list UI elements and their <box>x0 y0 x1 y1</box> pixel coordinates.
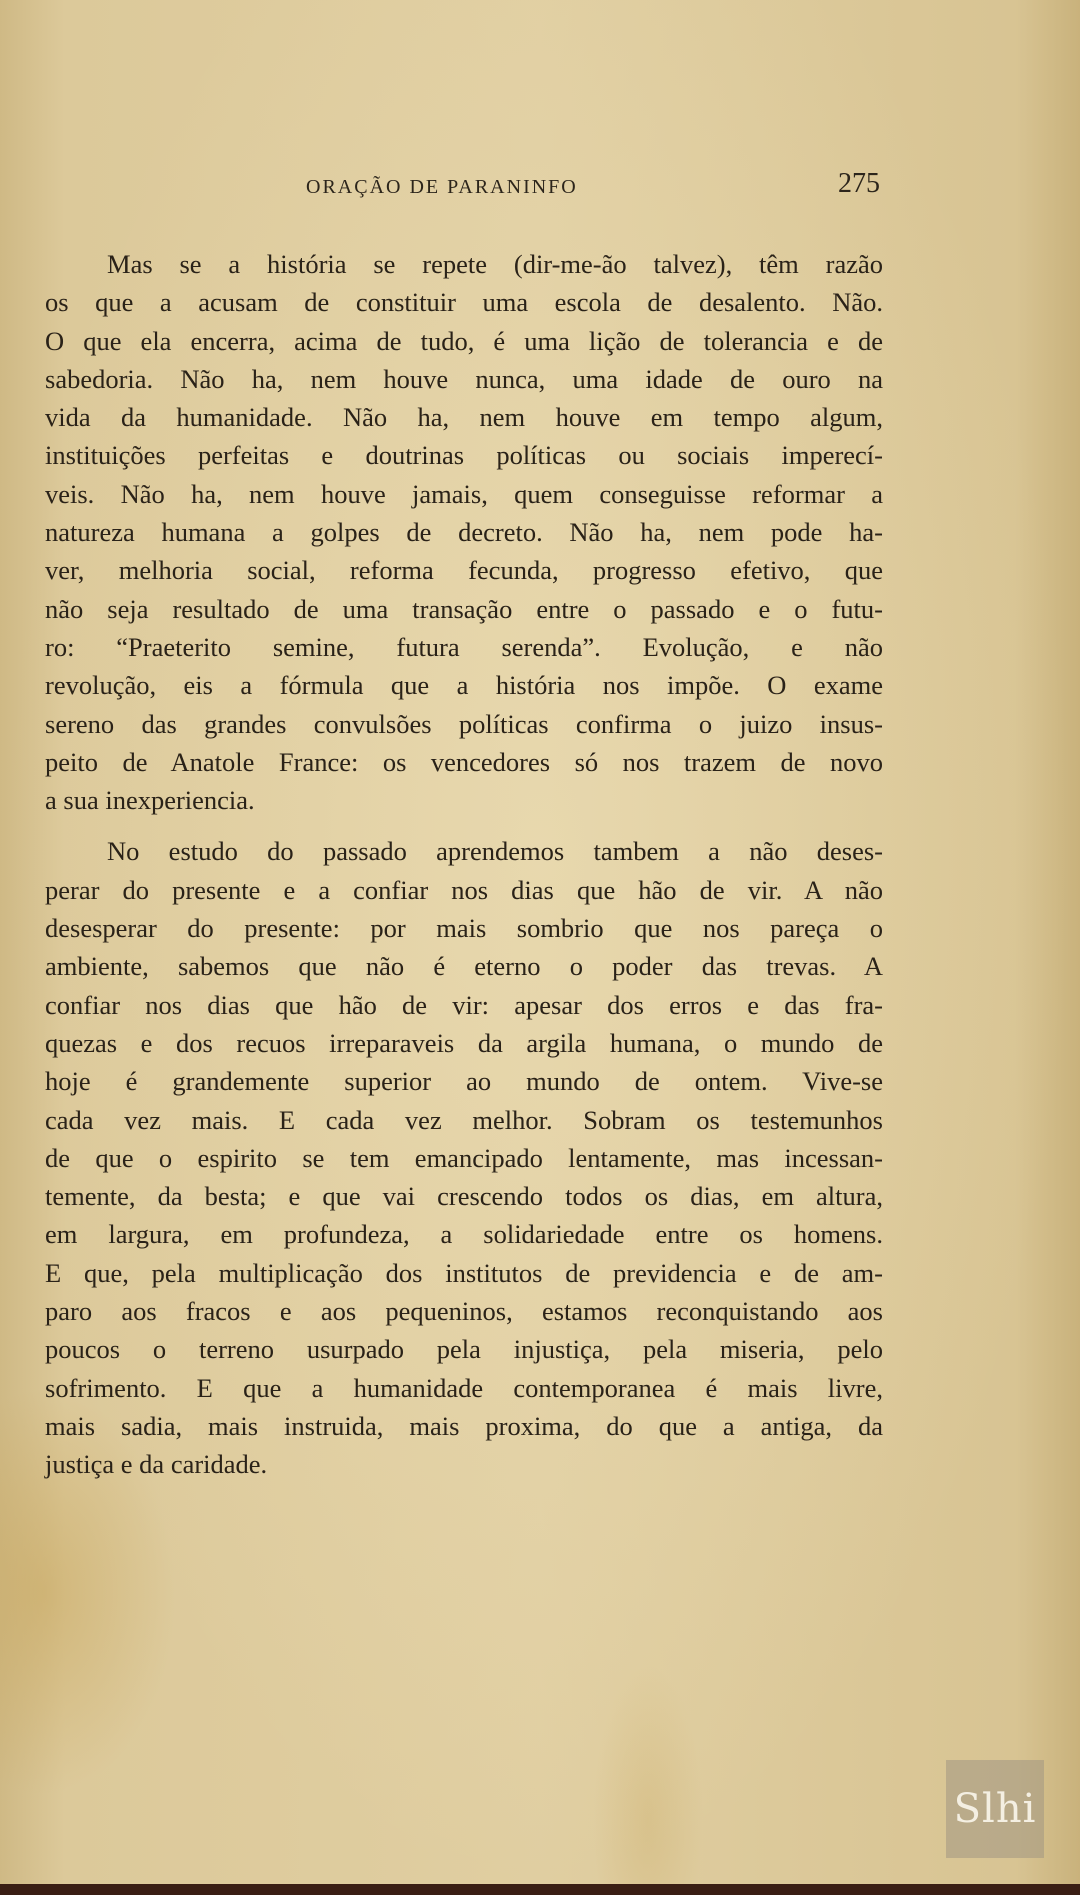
text-line: em largura, em profundeza, a solidariedade entre os homens. <box>45 1219 883 1250</box>
text-line: poucos o terreno usurpado pela injustiça, pela miseria, pelo <box>45 1334 883 1365</box>
text-line: peito de Anatole France: os vencedores só nos trazem de novo <box>45 746 883 777</box>
watermark-text: Slhi <box>953 1786 1037 1832</box>
text-line: os que a acusam de constituir uma escola de desalento. Não. <box>45 287 883 318</box>
paragraph <box>45 832 883 1483</box>
paragraph-spacer <box>45 819 883 832</box>
text-line: instituições perfeitas e doutrinas políticas ou sociais imperecí- <box>45 440 883 471</box>
text-line: vida da humanidade. Não ha, nem houve em tempo algum, <box>45 402 883 433</box>
running-title: ORAÇÃO DE PARANINFO <box>306 176 578 198</box>
text-line: Mas se a história se repete (dir-me-ão talvez), têm razão <box>107 249 883 279</box>
page-number: 275 <box>838 168 880 199</box>
text-line: natureza humana a golpes de decreto. Não ha, nem pode ha- <box>45 517 883 548</box>
text-line: revolução, eis a fórmula que a história nos impõe. O exame <box>45 670 883 701</box>
text-line: a sua inexperiencia. <box>45 785 255 816</box>
text-line: ro: “Praeterito semine, futura serenda”. Evolução, e não <box>45 631 883 662</box>
body-text <box>45 245 883 1484</box>
text-line: confiar nos dias que hão de vir: apesar dos erros e das fra- <box>45 989 883 1020</box>
text-line: sereno das grandes convulsões políticas confirma o juizo insus- <box>45 708 883 739</box>
text-line: ambiente, sabemos que não é eterno o poder das trevas. A <box>45 951 883 982</box>
paragraph <box>45 245 883 819</box>
page-bottom-edge <box>0 1884 1080 1895</box>
text-line: quezas e dos recuos irreparaveis da argila humana, o mundo de <box>45 1027 883 1058</box>
text-line: sabedoria. Não ha, nem houve nunca, uma idade de ouro na <box>45 363 883 394</box>
text-line: ver, melhoria social, reforma fecunda, progresso efetivo, que <box>45 555 883 586</box>
text-line: de que o espirito se tem emancipado lentamente, mas incessan- <box>45 1142 883 1173</box>
text-line: cada vez mais. E cada vez melhor. Sobram os testemunhos <box>45 1104 883 1135</box>
text-line: paro aos fracos e aos pequeninos, estamos reconquistando aos <box>45 1296 883 1327</box>
text-line: justiça e da caridade. <box>45 1449 268 1480</box>
text-line: temente, da besta; e que vai crescendo todos os dias, em altura, <box>45 1181 883 1212</box>
text-line: sofrimento. E que a humanidade contemporanea é mais livre, <box>45 1372 883 1403</box>
text-line: perar do presente e a confiar nos dias que hão de vir. A não <box>45 874 883 905</box>
text-line: hoje é grandemente superior ao mundo de ontem. Vive-se <box>45 1066 883 1097</box>
text-line: mais sadia, mais instruida, mais proxima, do que a antiga, da <box>45 1410 883 1441</box>
text-line: O que ela encerra, acima de tudo, é uma lição de tolerancia e de <box>45 325 883 356</box>
text-line: veis. Não ha, nem houve jamais, quem conseguisse reformar a <box>45 478 883 509</box>
text-line: não seja resultado de uma transação entre o passado e o futu- <box>45 593 883 624</box>
text-line: desesperar do presente: por mais sombrio que nos pareça o <box>45 913 883 944</box>
text-line: E que, pela multiplicação dos institutos de previdencia e de am- <box>45 1257 883 1288</box>
text-line: No estudo do passado aprendemos tambem a não deses- <box>107 836 883 867</box>
library-logo-icon <box>946 1760 1044 1858</box>
